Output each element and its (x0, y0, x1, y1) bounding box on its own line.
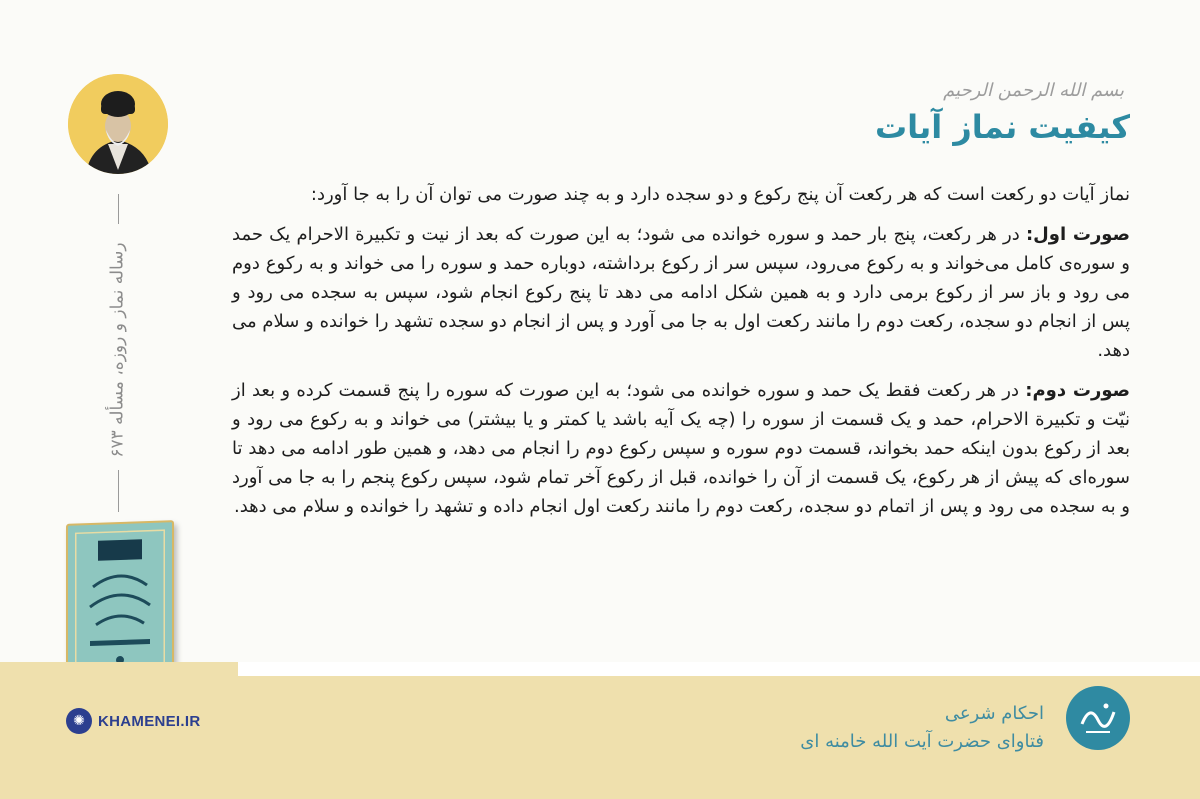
source-caption (100, 235, 136, 465)
section-second-method (232, 376, 1130, 521)
footer-line-1: احکام شرعی (944, 703, 1044, 724)
intro-paragraph: نماز آیات دو رکعت است که هر رکعت آن پنج رکوع و دو سجده دارد و به چند صورت می توان آن را به جا آورد: (310, 184, 1130, 205)
source-caption-text: رساله نماز و روزه، مسأله ۶۷۳ (108, 242, 128, 458)
calligraphy-emblem-icon (1066, 686, 1130, 750)
divider-line (118, 194, 119, 224)
footer-line-2: فتاوای حضرت آیت الله خامنه ای (800, 731, 1044, 752)
divider-line (118, 470, 119, 512)
footer-caption (800, 700, 1044, 756)
book-cover-icon (66, 520, 174, 684)
section-text: در هر رکعت، پنج بار حمد و سوره خوانده می شود؛ به این صورت که بعد از نیت و تکبیرة الاحرام یک حمد و سوره‌ی کامل می‌خواند و به رکوع می‌رود، سپس سر از رکوع برداشته، دوباره حمد و سوره را می خواند و به رکوع دوم می رود و باز سر از رکوع برمی دارد و به همین شکل ادامه می دهد تا پنج رکوع انجام شود، سپس به سجده می رود و پس از انجام دو سجده، رکعت دوم را مانند رکعت اول به جا می آورد و پس از انجام دو سجده تشهد را خوانده و سلام می دهد. (232, 224, 1130, 361)
article-body (232, 180, 1130, 532)
site-logo[interactable] (66, 708, 200, 734)
basmala: بسم الله الرحمن الرحیم (943, 80, 1124, 101)
page-title: کیفیت نماز آیات (875, 108, 1130, 146)
khamenei-logo-icon: ✺ (66, 708, 92, 734)
portrait-icon (68, 74, 168, 174)
footer-top-rule (238, 662, 1200, 676)
site-name: KHAMENEI.IR (98, 712, 201, 730)
section-label: صورت اول: (1025, 224, 1130, 245)
section-text: در هر رکعت فقط یک حمد و سوره خوانده می شود؛ به این صورت که سوره را پنج قسمت کرده و بعد از نیّت و تکبیرة الاحرام، حمد و یک قسمت از سوره را (چه یک آیه باشد یا کمتر و یا بیشتر) می خواند و به رکوع می رود و بعد از رکوع بدون اینکه حمد بخواند، قسمت دوم سوره و سپس رکوع دوم را انجام می دهد، و همین طور ادامه می دهد تا سوره‌ای که پیش از هر رکوع، یک قسمت از آن را خوانده، قبل از رکوع آخر تمام شود، سپس رکوع پنجم را به جا می آورد و به سجده می رود و پس از اتمام دو سجده، رکعت دوم را مانند رکعت اول انجام داده و تشهد را خوانده و سلام می دهد. (232, 380, 1130, 517)
section-label: صورت دوم: (1025, 380, 1131, 401)
section-first-method (232, 220, 1130, 365)
